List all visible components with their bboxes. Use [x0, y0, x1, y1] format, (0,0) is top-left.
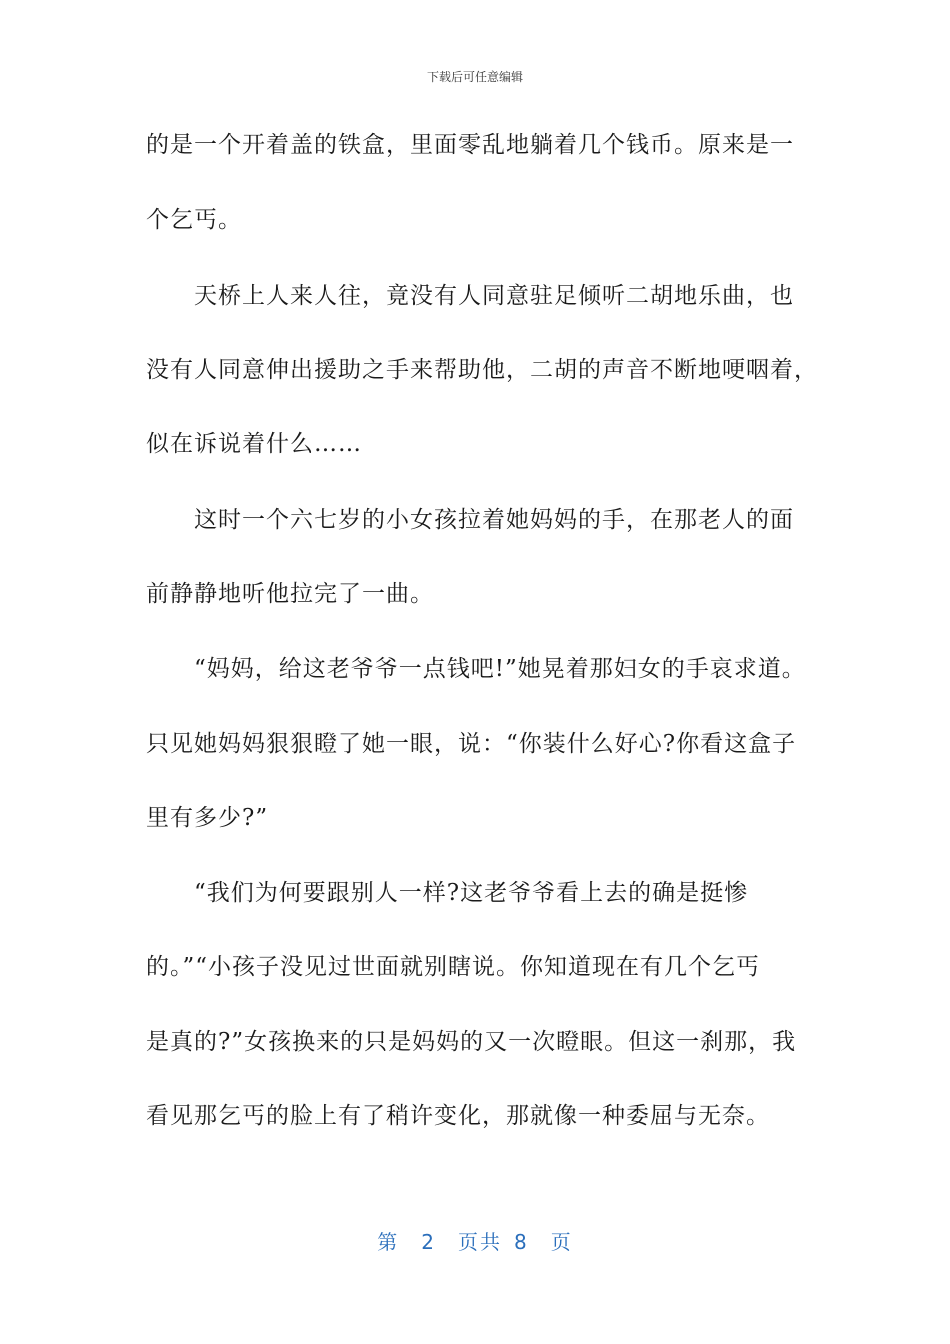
text-line: 的是一个开着盖的铁盒，里面零乱地躺着几个钱币。原来是一 [146, 132, 794, 158]
text-line: 这时一个六七岁的小女孩拉着她妈妈的手，在那老人的面 [194, 507, 794, 533]
text-line: 里有多少?” [146, 805, 269, 831]
footer-prefix: 第 [377, 1230, 400, 1254]
text-line: 的。”“小孩子没见过世面就别瞎说。你知道现在有几个乞丐 [146, 954, 761, 980]
footer-suffix: 页 [550, 1230, 573, 1254]
text-line: 是真的?”女孩换来的只是妈妈的又一次瞪眼。但这一刹那，我 [146, 1029, 797, 1055]
text-line: 天桥上人来人往，竟没有人同意驻足倾听二胡地乐曲，也 [194, 283, 794, 309]
page-footer [0, 1226, 950, 1255]
text-line: 个乞丐。 [146, 207, 242, 233]
text-line: 看见那乞丐的脸上有了稍许变化，那就像一种委屈与无奈。 [146, 1103, 770, 1129]
page-header: 下载后可任意编辑 [426, 70, 523, 84]
footer-middle: 页共 [458, 1230, 502, 1254]
footer-total-pages: 8 [514, 1230, 529, 1254]
footer-page-number: 2 [421, 1230, 436, 1254]
text-line: “我们为何要跟别人一样?这老爷爷看上去的确是挺惨 [194, 880, 749, 906]
text-line: 前静静地听他拉完了一曲。 [146, 581, 434, 607]
text-line: 似在诉说着什么…… [146, 431, 362, 457]
text-line: “妈妈，给这老爷爷一点钱吧!”她晃着那妇女的手哀求道。 [194, 656, 806, 682]
text-line: 没有人同意伸出援助之手来帮助他，二胡的声音不断地哽咽着， [146, 357, 818, 383]
text-line: 只见她妈妈狠狠瞪了她一眼，说：“你装什么好心?你看这盒子 [146, 731, 797, 757]
